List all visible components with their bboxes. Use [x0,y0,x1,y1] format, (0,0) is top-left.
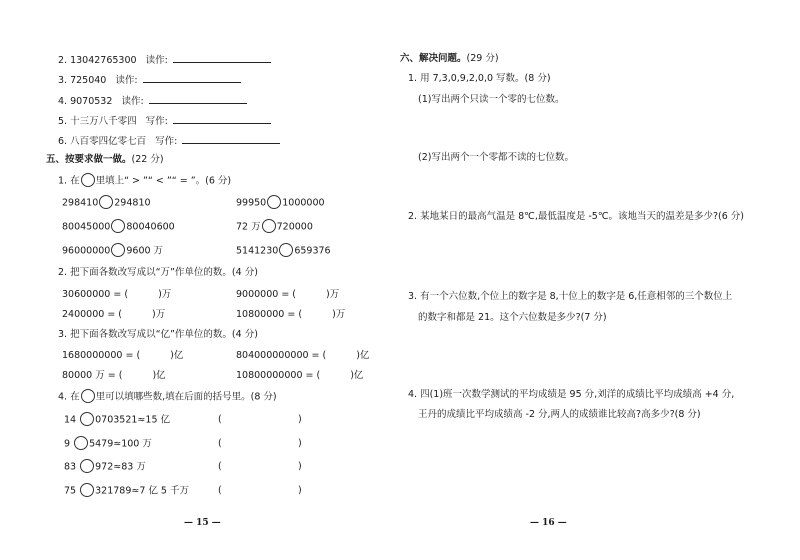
problem-4-line2: 王丹的成绩比平均成绩高 -2 分,两人的成绩谁比较高?高多少?(8 分) [418,409,701,420]
q1-instruction: 1. 在 里填上“ > ”“ < ”“ = ”。(6 分) [58,174,231,189]
q3-instruction: 3. 把下面各数改写成以“亿”作单位的数。(4 分) [58,329,258,340]
approx-item: 83 972≈83 万 [64,460,146,475]
paren-close: ) [298,485,302,496]
paren-open: ( [218,485,222,496]
answer-circle[interactable] [74,436,88,450]
compare-item: 72 万 720000 [236,220,313,235]
section5-title: 五、按要求做一做。(22 分) [46,154,164,165]
q2-instruction: 2. 把下面各数改写成以“万”作单位的数。(4 分) [58,267,258,278]
paren-close: ) [298,414,302,425]
answer-circle[interactable] [279,243,293,257]
problem-4-line1: 4. 四(1)班一次数学测试的平均成绩是 95 分,刘洋的成绩比平均成绩高 +4 分, [408,389,735,400]
blank-circle [81,389,95,403]
convert-item: 30600000 = ( )万 [62,289,172,300]
answer-circle[interactable] [262,219,276,233]
compare-item: 99950 1000000 [236,196,325,211]
convert-item: 804000000000 = ( )亿 [236,350,370,361]
convert-item: 9000000 = ( )万 [236,289,340,300]
write-item-5: 5. 十三万八千零四 写作: [58,113,271,129]
answer-circle[interactable] [111,219,125,233]
convert-item: 2400000 = ( )万 [62,309,166,320]
paren-close: ) [298,461,302,472]
problem-1: 1. 用 7,3,0,9,2,0,0 写数。(8 分) [408,73,551,84]
convert-item: 10800000000 = ( )亿 [236,370,364,381]
paren-open: ( [218,438,222,449]
page-number: — 15 — [184,518,221,528]
write-item-6: 6. 八百零四亿零七百 写作: [58,133,280,149]
compare-item: 96000000 9600 万 [62,244,163,259]
compare-item: 5141230 659376 [236,244,331,259]
approx-item: 14 0703521≈15 亿 [64,413,170,428]
answer-circle[interactable] [80,459,94,473]
answer-line[interactable] [173,52,271,63]
answer-circle[interactable] [80,483,94,497]
answer-circle[interactable] [80,412,94,426]
read-item-4: 4. 9070532 读作: [58,93,247,109]
compare-item: 298410 294810 [62,196,151,211]
section6-title: 六、解决问题。(29 分) [400,53,499,64]
paren-close: ) [298,438,302,449]
answer-circle[interactable] [267,195,281,209]
answer-line[interactable] [182,133,280,144]
right-page [400,0,800,560]
read-item-2: 2. 13042765300 读作: [58,52,271,68]
answer-circle[interactable] [111,243,125,257]
answer-line[interactable] [143,72,241,83]
compare-item: 80045000 80040600 [62,220,175,235]
blank-circle [81,173,95,187]
convert-item: 80000 万 = ( )亿 [62,370,166,381]
approx-item: 75 321789≈7 亿 5 千万 [64,484,189,499]
problem-1-sub1: (1)写出两个只读一个零的七位数。 [418,94,565,105]
convert-item: 10800000 = ( )万 [236,309,346,320]
problem-3-line1: 3. 有一个六位数,个位上的数字是 8,十位上的数字是 6,任意相邻的三个数位上 [408,291,733,302]
answer-line[interactable] [173,113,271,124]
paren-open: ( [218,414,222,425]
problem-3-line2: 的数字和都是 21。这个六位数是多少?(7 分) [418,312,607,323]
problem-2: 2. 某地某日的最高气温是 8℃,最低温度是 -5℃。该地当天的温差是多少?(6 分) [408,211,745,222]
paren-open: ( [218,461,222,472]
q4-instruction: 4. 在 里可以填哪些数,填在后面的括号里。(8 分) [58,390,277,405]
page-number: — 16 — [530,518,567,528]
answer-line[interactable] [149,93,247,104]
read-item-3: 3. 725040 读作: [58,72,241,88]
answer-circle[interactable] [99,195,113,209]
problem-1-sub2: (2)写出两个一个零都不读的七位数。 [418,152,574,163]
approx-item: 9 5479≈100 万 [64,437,152,452]
convert-item: 1680000000 = ( )亿 [62,350,184,361]
